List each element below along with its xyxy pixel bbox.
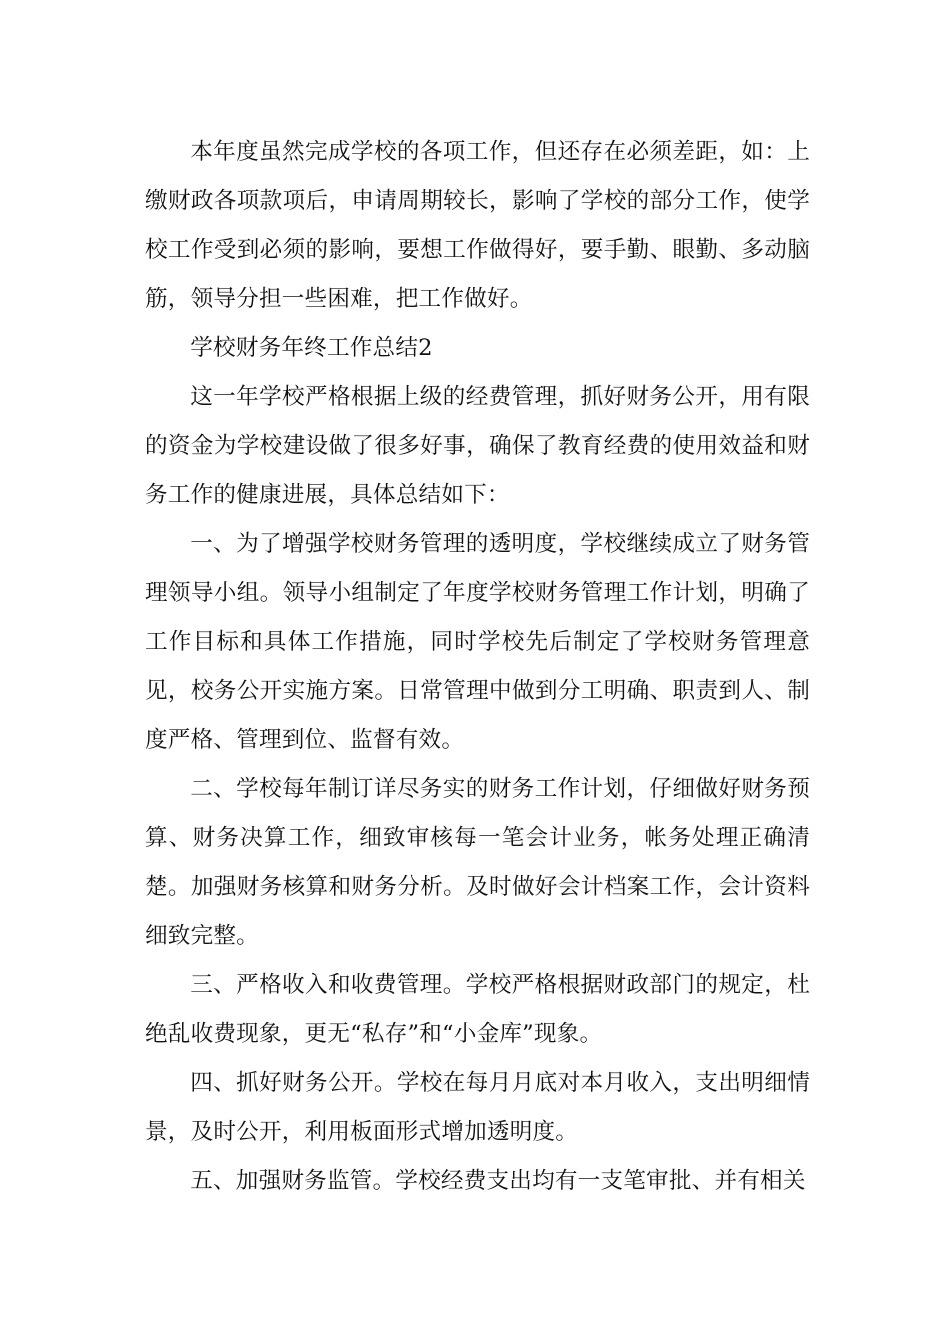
paragraph-item-3: 三、严格收入和收费管理。学校严格根据财政部门的规定，杜绝乱收费现象，更无“私存”和“小金库”现象。	[145, 972, 810, 1047]
paragraph-item-4: 四、抓好财务公开。学校在每月月底对本月收入，支出明细情景，及时公开，利用板面形式增加透明度。	[145, 1070, 810, 1145]
section-title: 学校财务年终工作总结2	[190, 335, 433, 361]
document-body	[145, 128, 810, 1206]
paragraph-overview: 这一年学校严格根据上级的经费管理，抓好财务公开，用有限的资金为学校建设做了很多好事，确保了教育经费的使用效益和财务工作的健康进展，具体总结如下：	[145, 384, 810, 508]
paragraph-item-5: 五、加强财务监管。学校经费支出均有一支笔审批、并有相关	[190, 1168, 806, 1194]
paragraph-item-1: 一、为了增强学校财务管理的透明度，学校继续成立了财务管理领导小组。领导小组制定了年度学校财务管理工作计划，明确了工作目标和具体工作措施，同时学校先后制定了学校财务管理意见，校务公开实施方案。日常管理中做到分工明确、职责到人、制度严格、管理到位、监督有效。	[145, 531, 810, 753]
paragraph-summary-intro: 本年度虽然完成学校的各项工作，但还存在必须差距，如：上缴财政各项款项后，申请周期较长，影响了学校的部分工作，使学校工作受到必须的影响，要想工作做得好，要手勤、眼勤、多动脑筋，领导分担一些困难，把工作做好。	[145, 139, 810, 312]
paragraph-item-2: 二、学校每年制订详尽务实的财务工作计划，仔细做好财务预算、财务决算工作，细致审核每一笔会计业务，帐务处理正确清楚。加强财务核算和财务分析。及时做好会计档案工作，会计资料细致完整。	[145, 776, 810, 949]
